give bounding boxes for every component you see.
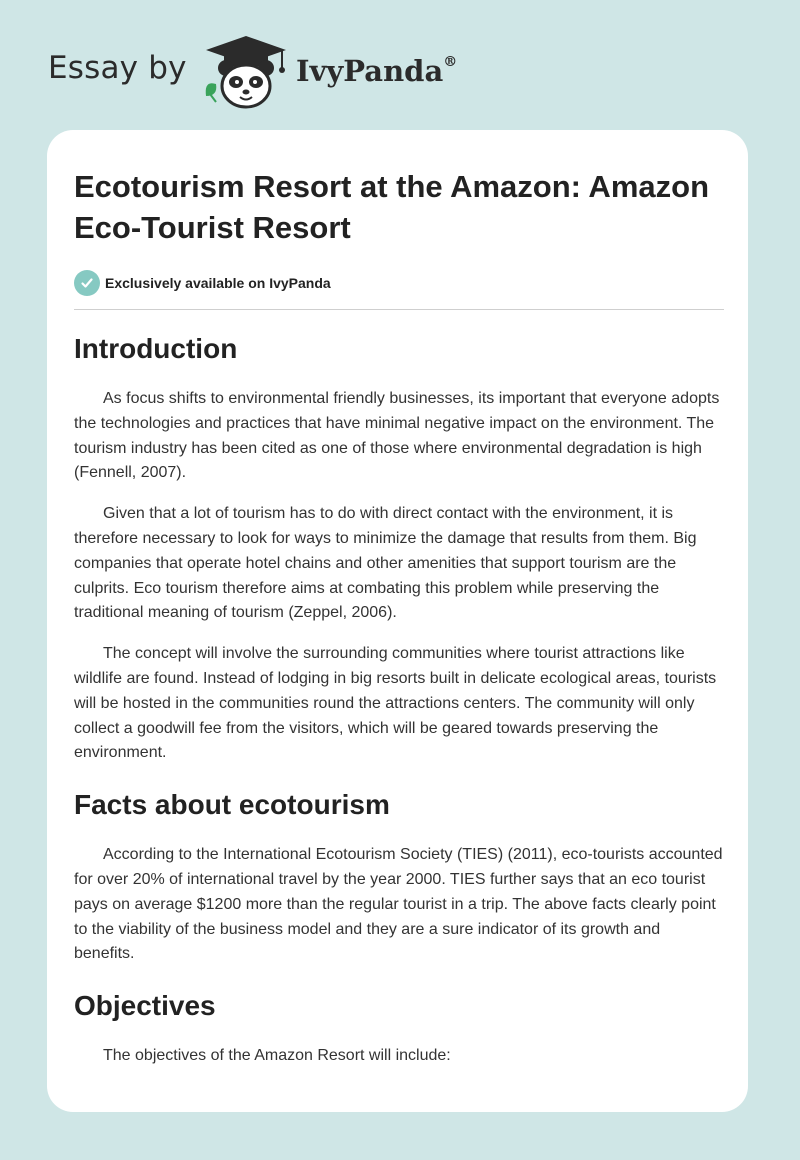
paragraph: The objectives of the Amazon Resort will include:	[103, 1047, 451, 1065]
paragraph: The concept will involve the surrounding communities where tourist attractions like wildlife are found. Instead of lodging in big resorts built in delicate ecological areas, tourists will be hosted in the communities round the attractions centers. The community will only collect a goodwill fee from the visitors, which will be geared towards preserving the environment.	[74, 645, 717, 762]
exclusive-label: Exclusively available on IvyPanda	[105, 275, 331, 291]
article-content	[74, 130, 724, 1069]
section-heading: Introduction	[74, 333, 238, 364]
paragraph: As focus shifts to environmental friendly businesses, its important that everyone adopts the technologies and practices that have minimal negative impact on the environment. The tourism industry has been cited as one of those where environmental degradation is high (Fennell, 2007).	[74, 390, 720, 482]
exclusive-badge	[74, 270, 724, 296]
paragraph: According to the International Ecotourism Society (TIES) (2011), eco-tourists accounted for over 20% of international travel by the year 2000. TIES further says that an eco tourist pays on average $1200 more than the regular tourist in a trip. The above facts clearly point to the viability of the business model and they are a sure indicator of its growth and benefits.	[74, 846, 723, 963]
site-header	[48, 34, 548, 114]
essay-by-label: Essay by	[48, 50, 187, 86]
paragraph: Given that a lot of tourism has to do with direct contact with the environment, it is therefore necessary to look for ways to minimize the damage that results from them. Big companies that operate hotel chains and other amenities that support tourism are the culprits. Eco tourism therefore aims at combating this problem while preserving the traditional meaning of tourism (Zeppel, 2006).	[74, 505, 697, 622]
brand-name[interactable]: IvyPanda®	[296, 54, 458, 88]
article-title: Ecotourism Resort at the Amazon: Amazon Eco-Tourist Resort	[74, 169, 710, 245]
divider	[74, 309, 724, 310]
section-heading: Objectives	[74, 990, 216, 1022]
check-icon	[74, 270, 100, 296]
article-card	[47, 130, 748, 1112]
panda-logo-icon[interactable]	[200, 34, 292, 110]
section-heading: Facts about ecotourism	[74, 789, 390, 821]
